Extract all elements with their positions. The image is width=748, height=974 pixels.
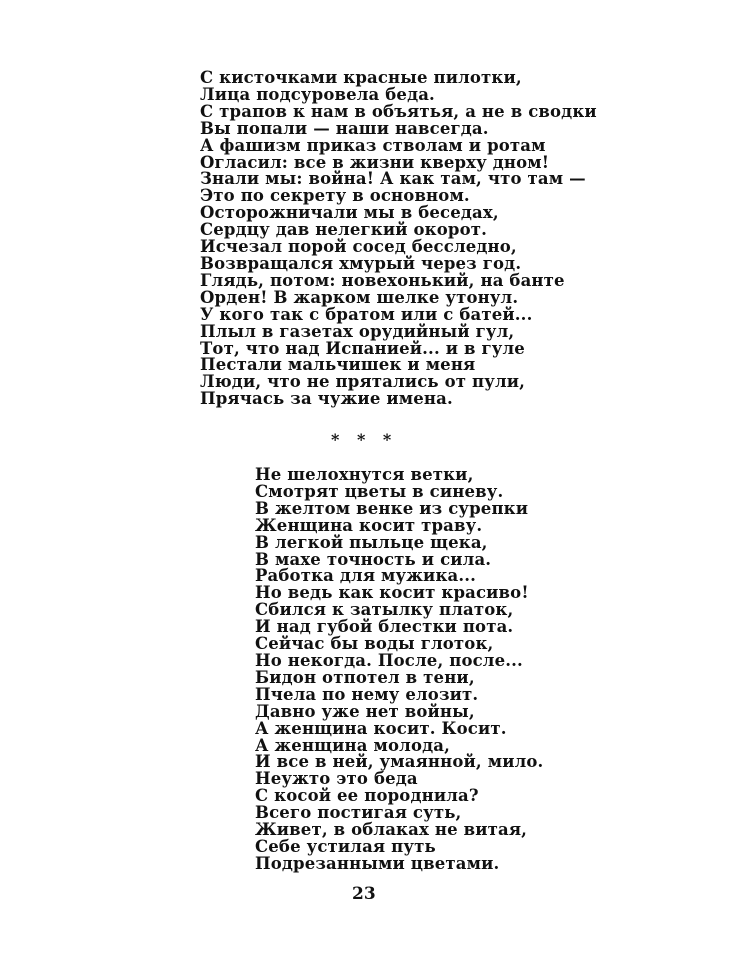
poem-line: Лица подсуровела беда. <box>200 84 435 104</box>
poem-line: В желтом венке из сурепки <box>255 498 529 518</box>
poem-line: Прячась за чужие имена. <box>200 389 453 409</box>
poem-line: Всего постигая суть, <box>255 803 462 823</box>
poem-line: Люди, что не прятались от пули, <box>200 372 526 392</box>
poem-line: Работка для мужика... <box>255 566 477 586</box>
poem-line: Смотрят цветы в синеву. <box>255 481 504 501</box>
poem-line: Возвращался хмурый через год. <box>200 253 522 273</box>
poem-line: Знали мы: война! А как там, что там — <box>200 169 586 189</box>
poem-line: Вы попали — наши навсегда. <box>200 118 489 138</box>
poem-line: Давно уже нет войны, <box>255 701 475 721</box>
poem-line: И все в ней, умаянной, мило. <box>255 752 544 772</box>
poem-line: И над губой блестки пота. <box>255 617 514 637</box>
poem-line: Пчела по нему елозит. <box>255 684 479 704</box>
poem-line: Плыл в газетах орудийный гул, <box>200 321 515 341</box>
poem-line: Но ведь как косит красиво! <box>255 583 529 603</box>
poem-line: А фашизм приказ стволам и ротам <box>200 135 546 155</box>
poem-line: Но некогда. После, после... <box>255 650 523 670</box>
poem-line: Не шелохнутся ветки, <box>255 465 474 484</box>
poem-first <box>200 70 597 408</box>
page-number: 23 <box>352 884 376 904</box>
poem-line: У кого так с братом или с батей... <box>200 304 533 324</box>
poem-line: Живет, в облаках не витая, <box>255 820 528 840</box>
section-separator: * * * <box>331 430 398 449</box>
poem-line: Бидон отпотел в тени, <box>255 667 475 687</box>
poem-line: А женщина косит. Косит. <box>255 718 507 738</box>
poem-line: С трапов к нам в объятья, а не в сводки <box>200 101 597 121</box>
poem-line: Глядь, потом: новехонький, на банте <box>200 270 565 290</box>
poem-line: Сердцу дав нелегкий окорот. <box>200 220 487 240</box>
poem-line: Себе устилая путь <box>255 836 436 856</box>
poem-line: Сейчас бы воды глоток, <box>255 634 494 654</box>
poem-line: А женщина молода, <box>255 735 450 755</box>
poem-line: Пестали мальчишек и меня <box>200 355 476 375</box>
poem-line: Неужто это беда <box>255 769 418 789</box>
poem-line: Орден! В жарком шелке утонул. <box>200 287 519 307</box>
poem-line: В легкой пыльце щека, <box>255 532 488 552</box>
poem-line: Исчезал порой сосед бесследно, <box>200 237 517 257</box>
poem-line: В махе точность и сила. <box>255 549 492 569</box>
poem-line: Женщина косит траву. <box>255 515 483 535</box>
poem-line: Тот, что над Испанией... и в гуле <box>200 338 525 358</box>
poem-line: Это по секрету в основном. <box>200 186 470 206</box>
poem-second <box>255 467 543 873</box>
poem-line: Подрезанными цветами. <box>255 853 500 873</box>
poem-line: С косой ее породнила? <box>255 786 479 806</box>
poem-line: Сбился к затылку платок, <box>255 600 514 620</box>
poem-line: Осторожничали мы в беседах, <box>200 203 499 223</box>
poem-line: Огласил: все в жизни кверху дном! <box>200 152 550 172</box>
poem-line: С кисточками красные пилотки, <box>200 68 522 87</box>
